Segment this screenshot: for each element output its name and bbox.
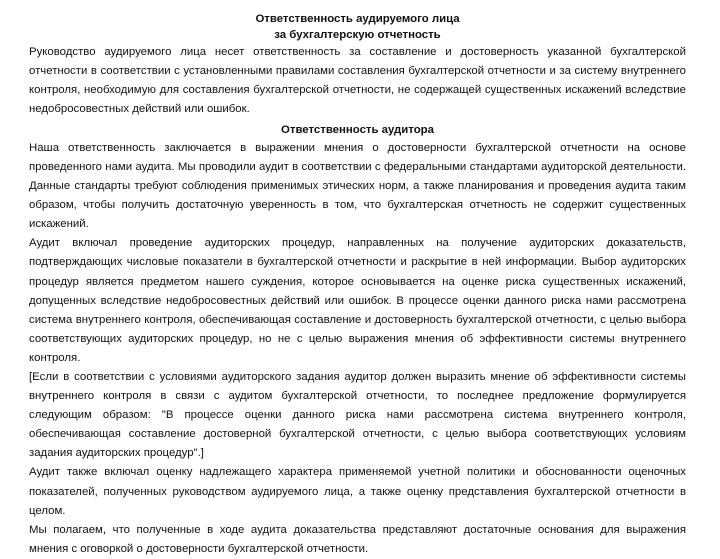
auditor-paragraph-5: Мы полагаем, что полученные в ходе аудита доказательства представляют достаточные основания для выражения мнения с оговоркой о достоверности бухгалтерской отчетности. bbox=[29, 523, 686, 555]
auditor-paragraph-3: [Если в соответствии с условиями аудиторского задания аудитор должен выразить мнение об эффективности системы внутреннего контроля в связи с аудитом бухгалтерской отчетности, то последнее предложение формулируется следующим образом: "В процессе оценки данного риска нами рассмотрена система внутреннего контроля, обеспечивающая составление достоверной бухгалтерской отчетности, с целью выбора соответствующих условиям задания аудиторских процедур".] bbox=[29, 371, 686, 460]
section-title-auditor-responsibility: Ответственность аудитора bbox=[281, 124, 434, 137]
auditor-paragraph-4: Аудит также включал оценку надлежащего характера применяемой учетной политики и обоснованности оценочных показателей, полученных руководством аудируемого лица, а также оценку представления бухгалтерской отчетности в целом. bbox=[29, 466, 686, 517]
auditor-paragraph-1: Наша ответственность заключается в выражении мнения о достоверности бухгалтерской отчетности на основе проведенного нами аудита. Мы проводили аудит в соответствии с федеральными стандартами аудиторской деятельности. Данные стандарты требуют соблюдения применимых этических норм, а также планирования и проведения аудита таким образом, чтобы получить достаточную уверенность в том, что бухгалтерская отчетность не содержит существенных искажений. bbox=[29, 141, 686, 231]
entity-responsibility-paragraph: Руководство аудируемого лица несет ответственность за составление и достоверность указанной бухгалтерской отчетности в соответствии с установленными правилами составления бухгалтерской отчетности и за систему внутреннего контроля, необходимую для составления бухгалтерской отчетности, не содержащей существенных искажений вследствие недобросовестных действий или ошибок. bbox=[29, 46, 686, 116]
section-title-entity-responsibility-line2: за бухгалтерскую отчетность bbox=[274, 28, 441, 41]
section-title-entity-responsibility-line1: Ответственность аудируемого лица bbox=[255, 13, 460, 25]
auditor-paragraph-2: Аудит включал проведение аудиторских процедур, направленных на получение аудиторских доказательств, подтверждающих числовые показатели в бухгалтерской отчетности и раскрытие в ней информации. Выбор аудиторских процедур является предметом нашего суждения, которое основывается на оценке риска существенных искажений, допущенных вследствие недобросовестных действий или ошибок. В процессе оценки данного риска нами рассмотрена система внутреннего контроля, обеспечивающая составление и достоверность бухгалтерской отчетности, с целью выбора соответствующих аудиторских процедур, но не с целью выражения мнения об эффективности системы внутреннего контроля. bbox=[29, 237, 686, 364]
